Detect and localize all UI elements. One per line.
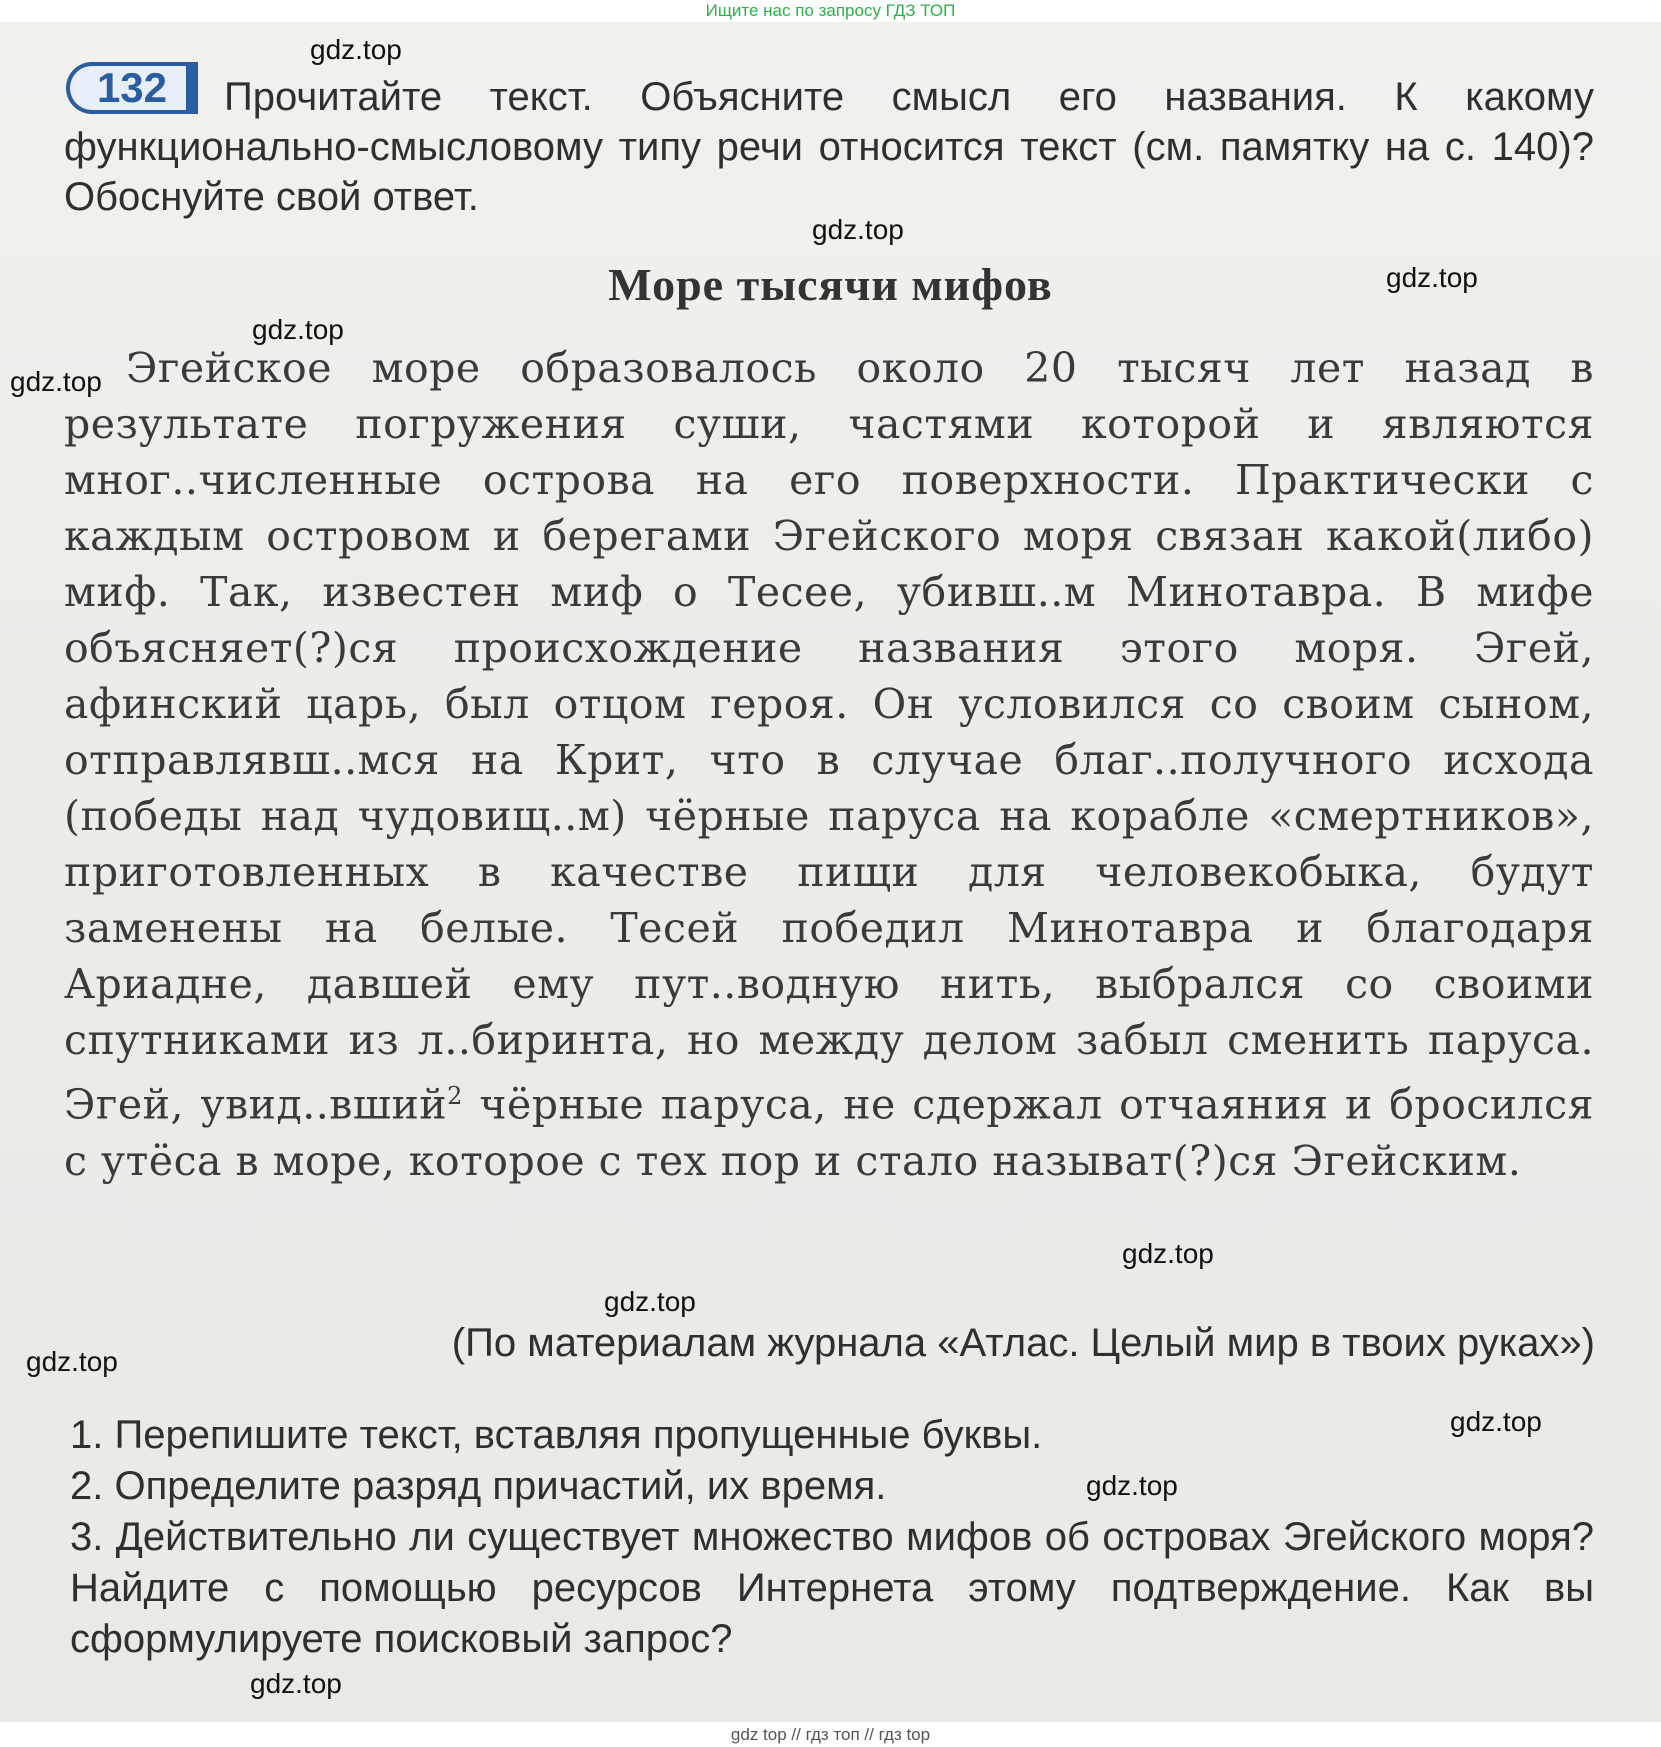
- bottom-banner[interactable]: gdz top // гдз топ // гдз top: [730, 1725, 931, 1744]
- text-body-part2: чёрные паруса, не сдержал отчаяния и бросился с утёса в море, которое с тех пор и стало называт(?)ся Эгейским.: [64, 1080, 1595, 1185]
- text-body: [64, 340, 1594, 1189]
- watermark: gdz.top: [1122, 1238, 1214, 1269]
- text-body-part1: Эгейское море образовалось около 20 тысяч лет назад в результате погружения суши, частями которой и являются мног..численные острова на его поверхности. Практически с каждым островом и берегами Эгейского моря связан какой(либо) миф. Так, известен миф о Тесее, убивш..м Минотавра. В мифе объясняет(?)ся происхождение названия этого моря. Эгей, афинский царь, был отцом героя. Он условился со своим сыном, отправлявш..мся на Крит, что в случае благ..получного исхода (победы над чудовищ..м) чёрные паруса на корабле «смертников», приготовленных в качестве пищи для человекобыка, будут заменены на белые. Тесей победил Минотавра и благодаря Ариадне, давшей ему пут..водную нить, выбрался со своими спутниками из л..биринта, но между делом забыл сменить паруса. Эгей, увид..вший: [64, 344, 1594, 1129]
- question-item: 1. Перепишите текст, вставляя пропущенные буквы.: [70, 1413, 1043, 1457]
- watermark: gdz.top: [310, 34, 402, 65]
- watermark: gdz.top: [1086, 1470, 1178, 1501]
- question-item: 2. Определите разряд причастий, их время.: [70, 1464, 887, 1508]
- text-source: (По материалам журнала «Атлас. Целый мир в твоих руках»): [451, 1321, 1595, 1365]
- questions-list: [70, 1410, 1594, 1665]
- text-title: Море тысячи мифов: [608, 259, 1053, 310]
- watermark: gdz.top: [26, 1346, 118, 1377]
- watermark: gdz.top: [604, 1286, 696, 1317]
- watermark: gdz.top: [812, 214, 904, 245]
- exercise-number: 132: [96, 64, 168, 111]
- exercise-task: Прочитайте текст. Объясните смысл его названия. К какому функционально-смысловому типу речи относится текст (см. памятку на с. 140)? Обоснуйте свой ответ.: [64, 75, 1594, 219]
- watermark: gdz.top: [250, 1668, 342, 1699]
- watermark: gdz.top: [252, 314, 344, 345]
- question-item: 3. Действительно ли существует множество мифов об островах Эгейского моря? Найдите с помощью ресурсов Интернета этому подтверждение. Как вы сформулируете поисковый запрос?: [70, 1515, 1594, 1661]
- watermark: gdz.top: [10, 366, 102, 397]
- top-banner[interactable]: Ищите нас по запросу ГДЗ ТОП: [705, 1, 956, 20]
- watermark: gdz.top: [1386, 262, 1478, 293]
- watermark: gdz.top: [1450, 1406, 1542, 1437]
- footnote-mark: 2: [447, 1082, 463, 1110]
